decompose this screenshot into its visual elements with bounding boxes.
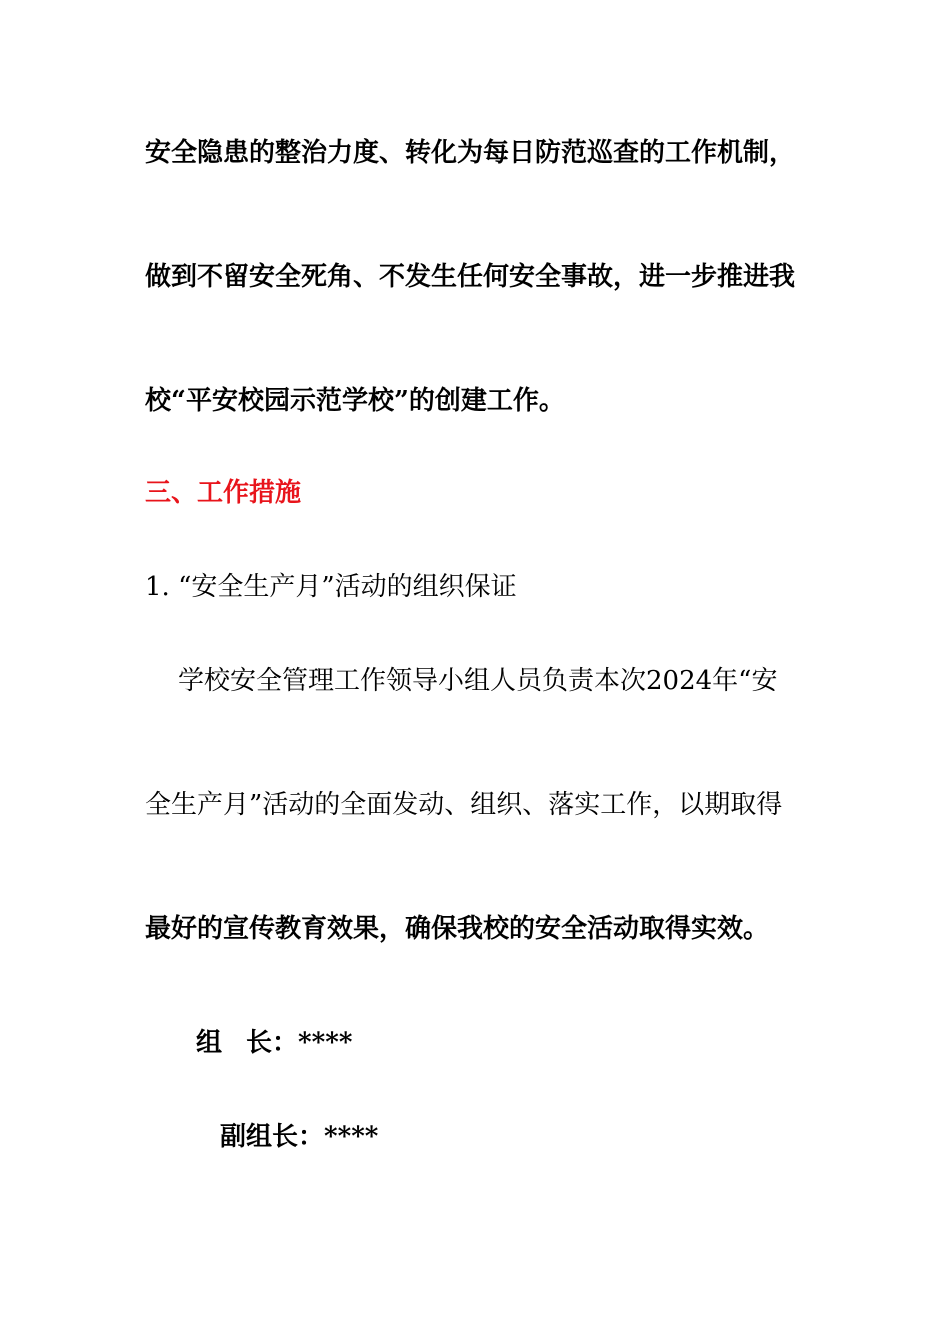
paragraph-line-3: 校“平安校园示范学校”的创建工作。: [145, 386, 565, 416]
deputy-label: 副组长：: [220, 1122, 325, 1152]
item-title: 1. “安全生产月”活动的组织保证: [145, 572, 517, 602]
paragraph-line-1: 安全隐患的整治力度、转化为每日防范巡查的工作机制，: [145, 138, 796, 168]
leader-row: [196, 1026, 352, 1060]
paragraph-line-2: 做到不留安全死角、不发生任何安全事故，进一步推进我: [145, 262, 796, 292]
body-line-2: 全生产月”活动的全面发动、组织、落实工作，以期取得: [145, 790, 783, 820]
deputy-row: [220, 1120, 378, 1154]
leader-value: ****: [298, 1028, 353, 1058]
body-line-3: 最好的宣传教育效果，确保我校的安全活动取得实效。: [145, 914, 770, 944]
body-line-1: 学校安全管理工作领导小组人员负责本次2024年“安: [178, 666, 778, 696]
leader-label-b: 长：: [246, 1028, 299, 1058]
deputy-value: ****: [324, 1122, 379, 1152]
section-heading: 三、工作措施: [145, 478, 302, 508]
leader-label-a: 组: [196, 1028, 223, 1058]
